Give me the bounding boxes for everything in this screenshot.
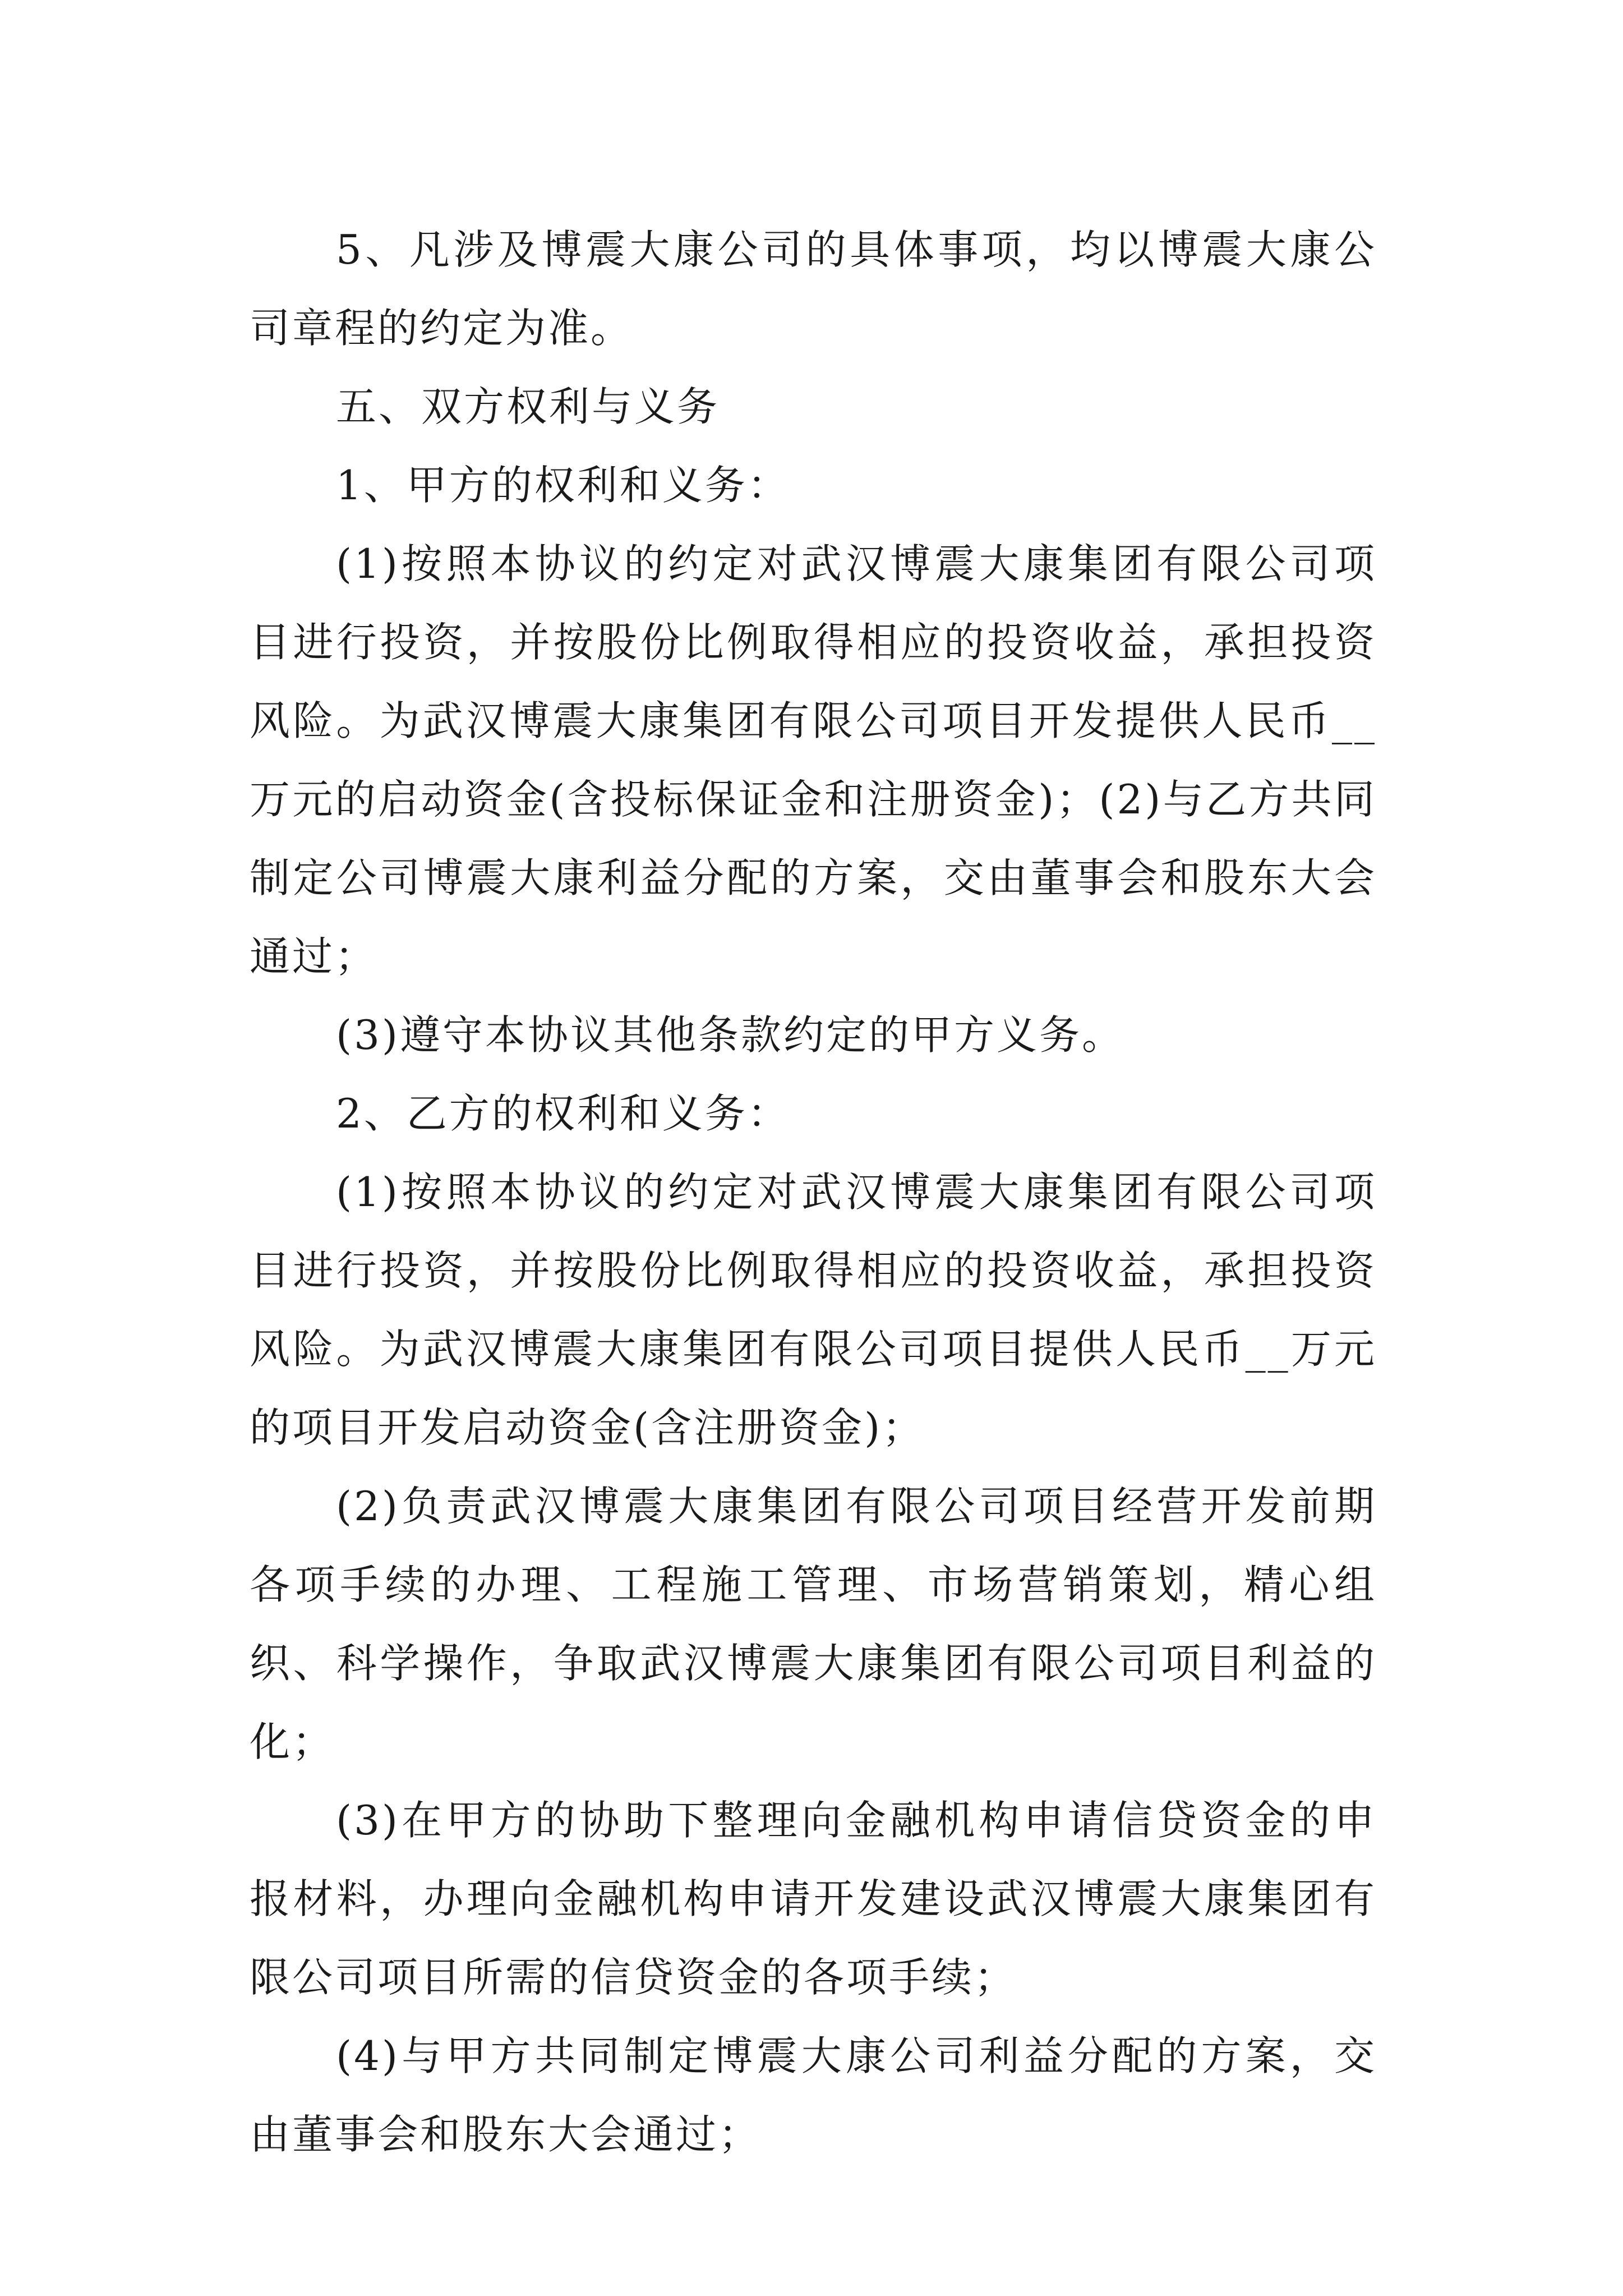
party-b-item-4: (4)与甲方共同制定博震大康公司利益分配的方案，交由董事会和股东大会通过； bbox=[250, 2032, 1377, 2158]
document-body bbox=[250, 210, 1377, 2174]
party-a-item-1-2: (1)按照本协议的约定对武汉博震大康集团有限公司项目进行投资，并按股份比例取得相应的投资收益，承担投资风险。为武汉博震大康集团有限公司项目开发提供人民币__万元的启动资金(含投标保证金和注册资金)；(2)与乙方共同制定公司博震大康利益分配的方案，交由董事会和股东大会通过； bbox=[250, 540, 1377, 980]
party-a-item-3: (3)遵守本协议其他条款约定的甲方义务。 bbox=[336, 1011, 1124, 1059]
party-b-heading: 2、乙方的权利和义务： bbox=[336, 1090, 790, 1137]
party-b-item-2: (2)负责武汉博震大康集团有限公司项目经营开发前期各项手续的办理、工程施工管理、市场营销策划，精心组织、科学操作，争取武汉博震大康集团有限公司项目利益的化； bbox=[250, 1483, 1377, 1765]
party-b-item-3: (3)在甲方的协助下整理向金融机构申请信贷资金的申报材料，办理向金融机构申请开发建设武汉博震大康集团有限公司项目所需的信贷资金的各项手续； bbox=[250, 1797, 1377, 2001]
party-a-heading: 1、甲方的权利和义务： bbox=[336, 462, 790, 509]
clause-5-paragraph: 5、凡涉及博震大康公司的具体事项，均以博震大康公司章程的约定为准。 bbox=[250, 226, 1377, 352]
section-heading-rights-obligations: 五、双方权利与义务 bbox=[336, 383, 720, 430]
party-b-item-1: (1)按照本协议的约定对武汉博震大康集团有限公司项目进行投资，并按股份比例取得相应的投资收益，承担投资风险。为武汉博震大康集团有限公司项目提供人民币__万元的项目开发启动资金(含注册资金)； bbox=[250, 1168, 1377, 1451]
